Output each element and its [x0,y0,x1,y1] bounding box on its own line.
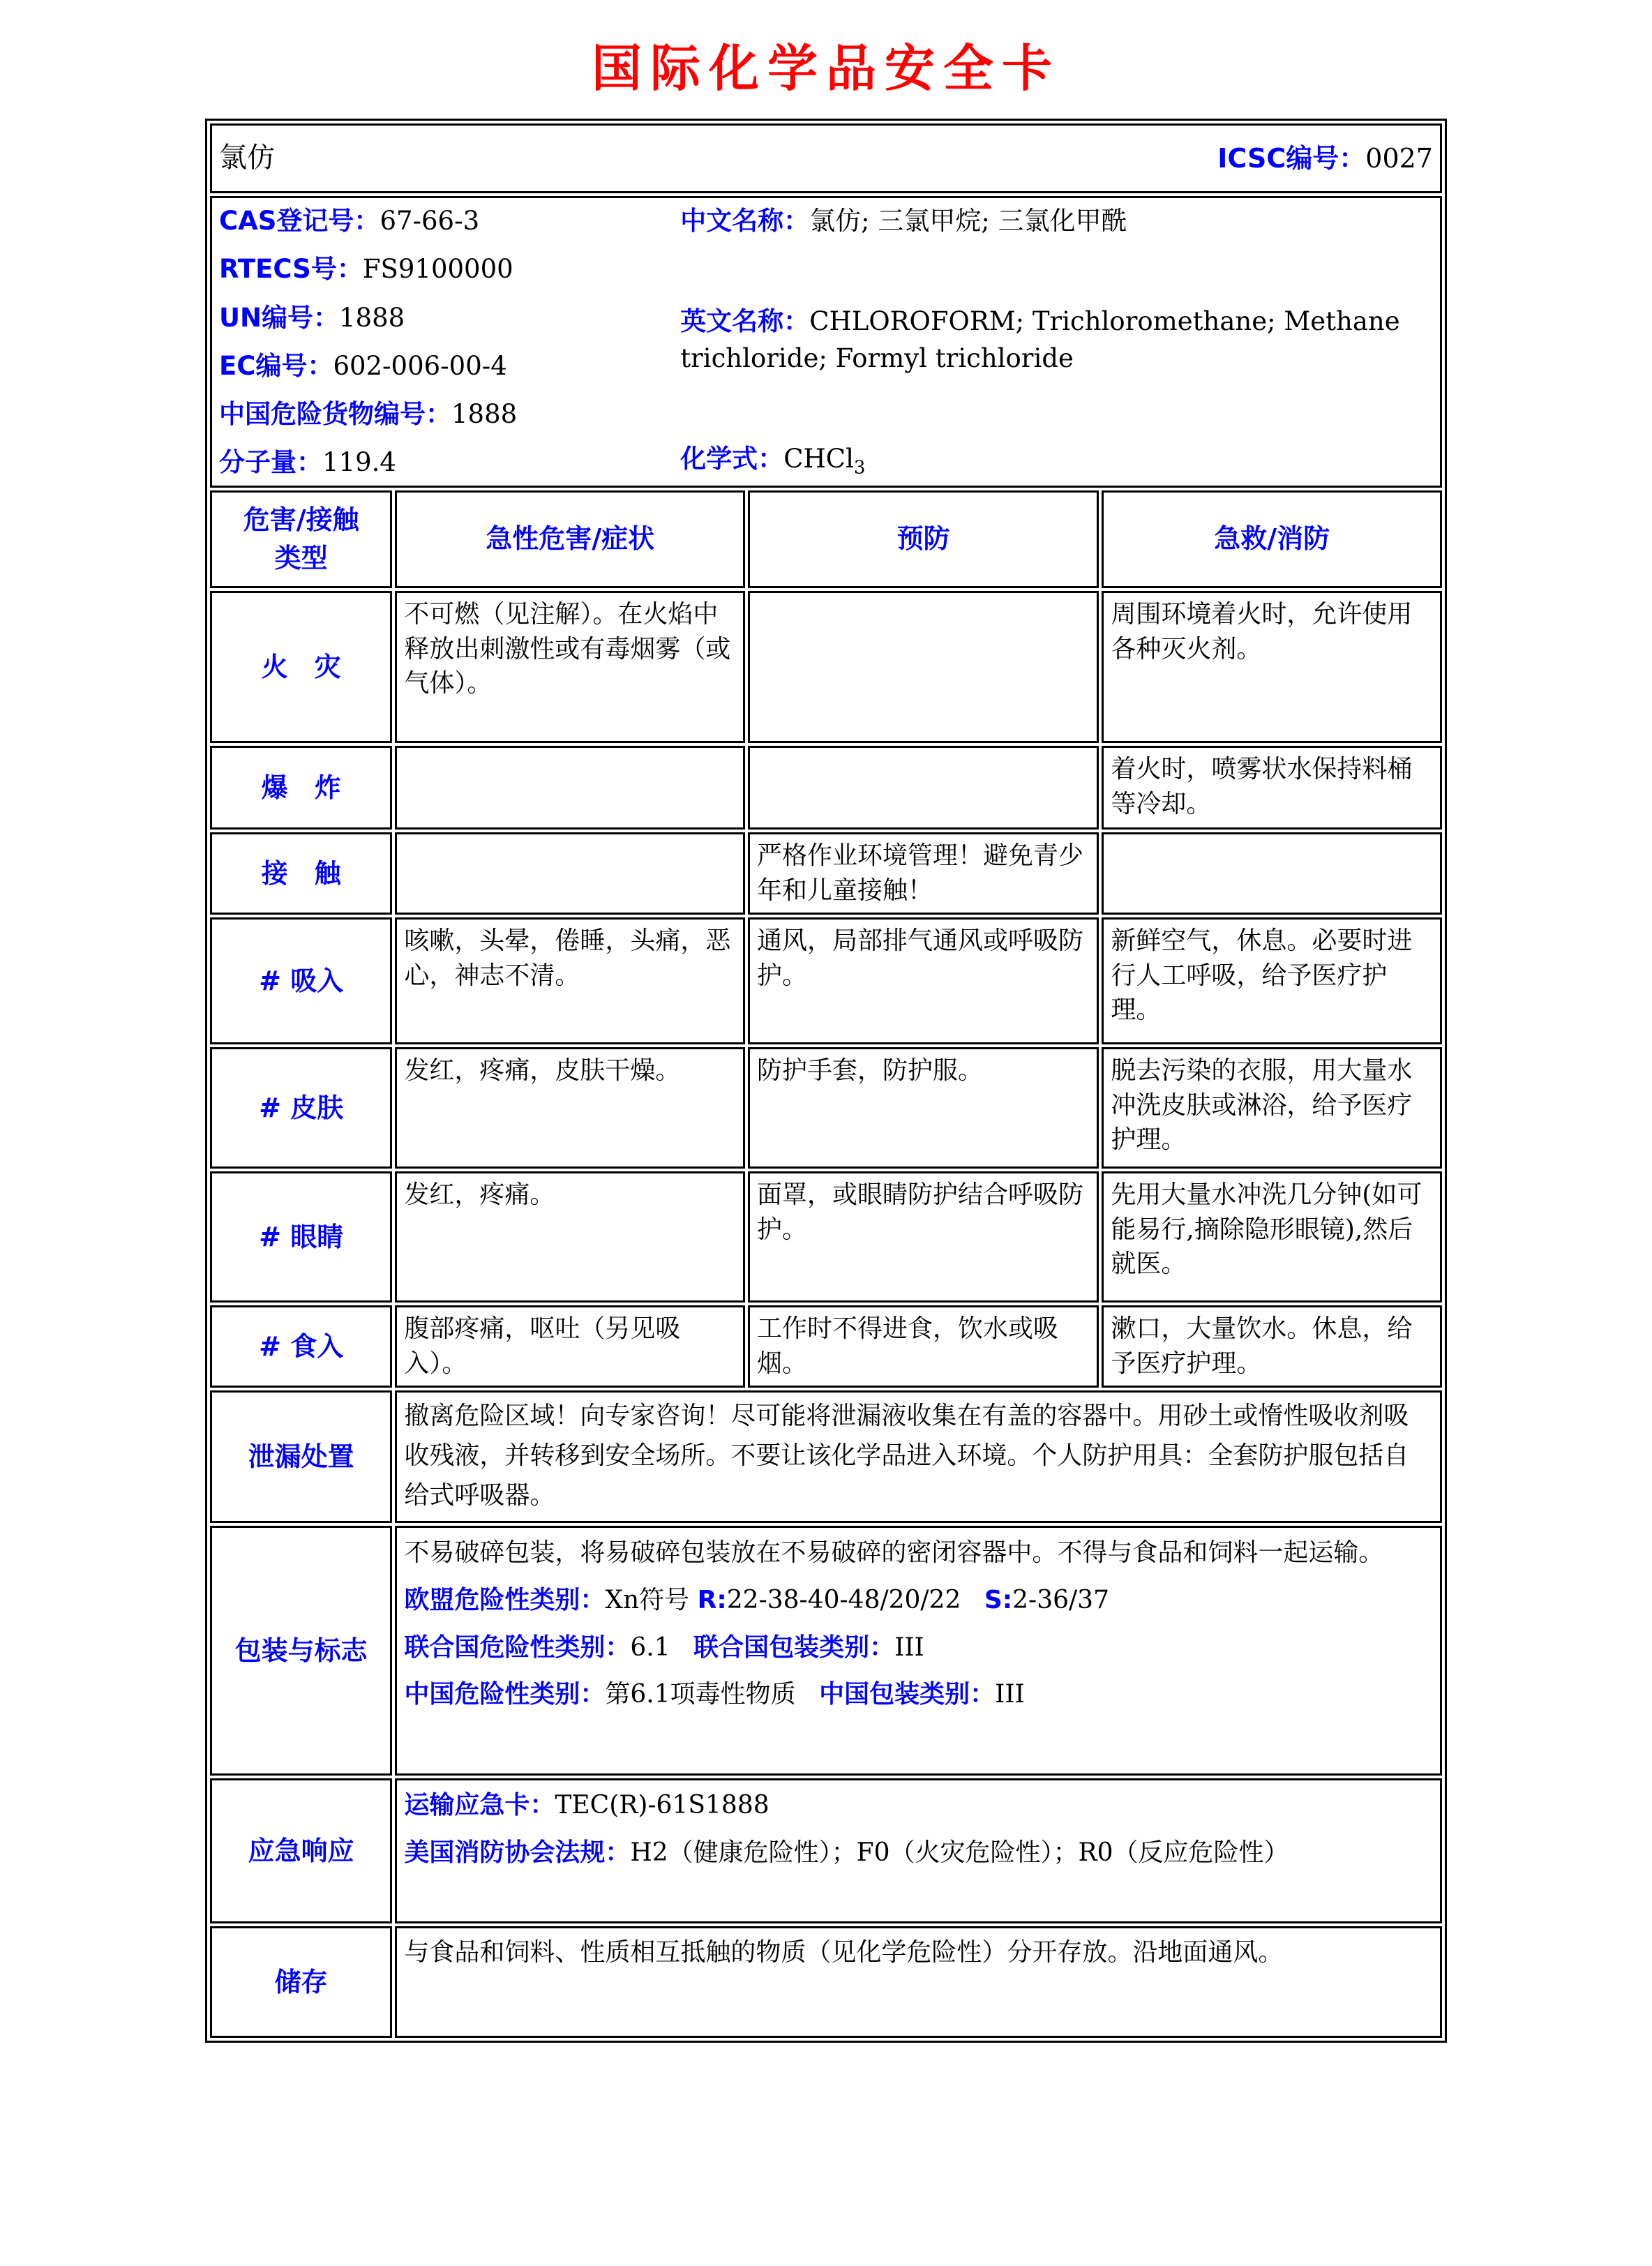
hazard-row-explosion [210,746,1442,830]
explosion-prevention-cell [748,746,1099,830]
china-hazard-class-value: 第6.1项毒性物质 [605,1680,796,1709]
china-dg-number-value: 1888 [451,399,518,430]
skin-prevention-cell: 防护手套，防护服。 [748,1047,1099,1169]
chinese-name-label: 中文名称： [680,206,810,236]
un-hazard-class-value: 6.1 [630,1633,670,1662]
fire-symptoms-cell: 不可燃（见注解）。在火焰中释放出刺激性或有毒烟雾（或气体）。 [395,591,745,743]
hazard-row-fire [210,591,1442,743]
column-header-prevention: 预防 [748,490,1099,588]
formula-value: CHCl [783,443,854,474]
column-header-first-aid: 急救/消防 [1102,490,1442,588]
ec-number-value: 602-006-00-4 [333,350,507,381]
eyes-prevention-cell: 面罩，或眼睛防护结合呼吸防护。 [748,1171,1099,1303]
cas-number-line [219,202,680,240]
china-pack-group-value: III [995,1680,1025,1709]
english-name-label: 英文名称： [680,306,810,336]
cas-number-value: 67-66-3 [380,206,480,236]
china-dg-number-line [219,396,680,433]
transport-emergency-card-line [404,1786,1433,1825]
skin-first-aid-cell: 脱去污染的衣服，用大量水冲洗皮肤或淋浴，给予医疗护理。 [1102,1047,1442,1169]
china-hazard-class-label: 中国危险性类别： [404,1680,606,1709]
fire-prevention-cell [748,591,1099,743]
chinese-name-value: 氯仿; 三氯甲烷; 三氯化甲酰 [809,206,1127,236]
formula-line [680,440,1433,481]
emergency-section-label: 应急响应 [210,1778,392,1923]
emergency-section-row [210,1778,1442,1923]
un-number-label: UN编号： [219,302,340,333]
un-number-value: 1888 [339,302,405,333]
explosion-symptoms-cell [395,746,745,830]
china-dg-number-label: 中国危险货物编号： [219,399,451,430]
china-pack-group-label: 中国包装类别： [819,1680,996,1709]
un-pack-group-label: 联合国包装类别： [693,1633,895,1662]
icsc-card-table [205,119,1447,2043]
s-phrases-value: 2-36/37 [1012,1585,1109,1614]
ec-number-label: EC编号： [219,350,333,381]
molecular-weight-label: 分子量： [219,447,322,478]
eyes-symptoms-cell: 发红，疼痛。 [395,1171,745,1303]
column-header-symptoms: 急性危害/症状 [395,490,745,588]
eyes-first-aid-cell: 先用大量水冲洗几分钟(如可能易行,摘除隐形眼镜),然后就医。 [1102,1171,1442,1303]
explosion-first-aid-cell: 着火时，喷雾状水保持料桶等冷却。 [1102,746,1442,830]
inhalation-first-aid-cell: 新鲜空气，休息。必要时进行人工呼吸，给予医疗护理。 [1102,917,1442,1044]
identifiers-left-column [219,202,680,481]
storage-section-text: 与食品和饲料、性质相互抵触的物质（见化学危险性）分开存放。沿地面通风。 [395,1926,1442,2038]
contact-symptoms-cell [395,832,745,915]
spill-section-text: 撤离危险区域！向专家咨询！尽可能将泄漏液收集在有盖的容器中。用砂土或惰性吸收剂吸收残液，并转移到安全场所。不要让该化学品进入环境。个人防护用具：全套防护服包括自给式呼吸器。 [395,1390,1442,1523]
formula-subscript: 3 [853,457,866,479]
hazard-header-row [210,490,1442,588]
s-phrases-label: S: [984,1585,1013,1614]
eu-hazard-class-line [404,1581,1433,1620]
chinese-name-line [680,202,1433,240]
nfpa-value: H2（健康危险性）；F0（火灾危险性）；R0（反应危险性） [630,1838,1289,1867]
contact-prevention-cell: 严格作业环境管理！避免青少年和儿童接触！ [748,832,1099,915]
nfpa-line [404,1833,1433,1873]
ec-number-line [219,347,680,385]
storage-section-label: 储存 [210,1926,392,2038]
ingestion-prevention-cell: 工作时不得进食，饮水或吸烟。 [748,1305,1099,1388]
inhalation-row-label: # 吸入 [210,917,392,1044]
rtecs-number-label: RTECS号： [219,254,363,285]
rtecs-number-line [219,250,680,288]
china-class-line [404,1675,1433,1714]
icsc-number [1217,140,1433,177]
ingestion-symptoms-cell: 腹部疼痛，呕吐（另见吸入）。 [395,1305,745,1388]
column-header-type-line2: 类型 [274,543,328,573]
rtecs-number-value: FS9100000 [362,254,513,285]
identifiers-cell [210,196,1442,488]
hazard-row-eyes [210,1171,1442,1303]
contact-first-aid-cell [1102,832,1442,915]
substance-name: 氯仿 [219,142,275,174]
ingestion-first-aid-cell: 漱口，大量饮水。休息，给予医疗护理。 [1102,1305,1442,1388]
column-header-type [210,490,392,588]
column-header-type-line1: 危害/接触 [243,504,359,535]
hazard-row-skin [210,1047,1442,1169]
nfpa-label: 美国消防协会法规： [404,1838,631,1867]
fire-row-label: 火 灾 [210,591,392,743]
cas-number-label: CAS登记号： [219,206,380,236]
molecular-weight-line [219,444,680,481]
eyes-row-label: # 眼睛 [210,1171,392,1303]
un-pack-group-value: III [894,1633,924,1662]
r-phrases-label: R: [697,1585,727,1614]
un-class-line [404,1628,1433,1667]
hazard-row-ingestion [210,1305,1442,1388]
spill-section-label: 泄漏处置 [210,1390,392,1523]
eu-hazard-class-value: Xn符号 [605,1585,690,1614]
storage-section-row [210,1926,1442,2038]
packaging-section-label: 包装与标志 [210,1526,392,1776]
page-title: 国际化学品安全卡 [591,39,1060,98]
hazard-row-inhalation [210,917,1442,1044]
icsc-number-value: 0027 [1365,142,1433,174]
emergency-section-content [395,1778,1442,1923]
hazard-row-contact [210,832,1442,915]
eu-hazard-class-label: 欧盟危险性类别： [404,1585,606,1614]
spill-section-row [210,1390,1442,1523]
molecular-weight-value: 119.4 [322,447,396,478]
formula-label: 化学式： [680,443,784,474]
english-name-line [680,303,1433,377]
identifiers-right-column [680,202,1433,481]
english-name-value: CHLOROFORM; Trichloromethane; Methane trichloride; Formyl trichloride [680,306,1400,374]
skin-symptoms-cell: 发红，疼痛，皮肤干燥。 [395,1047,745,1169]
packaging-section-content [395,1526,1442,1776]
contact-row-label: 接 触 [210,832,392,915]
explosion-row-label: 爆 炸 [210,746,392,830]
un-number-line [219,299,680,337]
packaging-text: 不易破碎包装，将易破碎包装放在不易破碎的密闭容器中。不得与食品和饲料一起运输。 [404,1538,1384,1567]
inhalation-prevention-cell: 通风，局部排气通风或呼吸防护。 [748,917,1099,1044]
inhalation-symptoms-cell: 咳嗽，头晕，倦睡，头痛，恶心，神志不清。 [395,917,745,1044]
icsc-page [0,28,1652,2266]
fire-first-aid-cell: 周围环境着火时，允许使用各种灭火剂。 [1102,591,1442,743]
skin-row-label: # 皮肤 [210,1047,392,1169]
transport-emergency-card-label: 运输应急卡： [404,1791,555,1819]
name-row [210,123,1442,193]
icsc-number-label: ICSC编号： [1217,142,1366,174]
ingestion-row-label: # 食入 [210,1305,392,1388]
identifiers-row [210,196,1442,488]
transport-emergency-card-value: TEC(R)-61S1888 [555,1791,769,1819]
packaging-section-row [210,1526,1442,1776]
r-phrases-value: 22-38-40-48/20/22 [726,1585,961,1614]
name-cell [210,123,1442,193]
un-hazard-class-label: 联合国危险性类别： [404,1633,631,1662]
